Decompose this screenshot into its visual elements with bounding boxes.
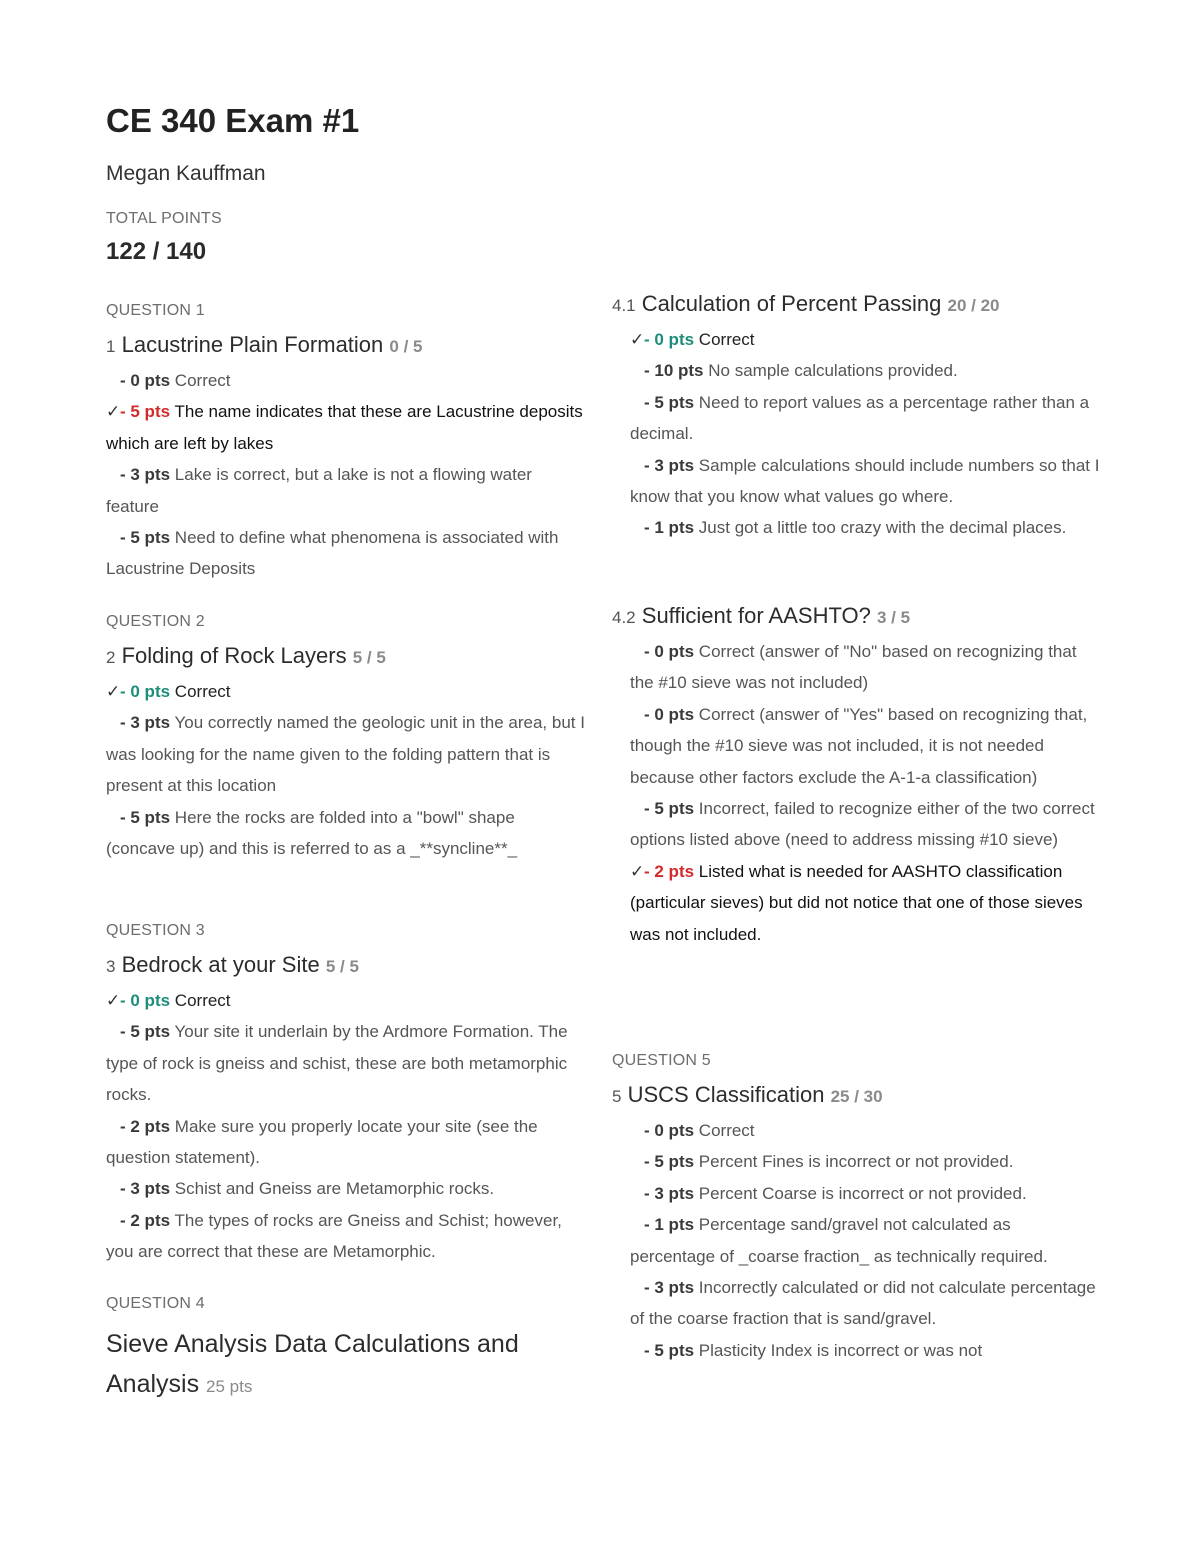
rubric-description: Correct (174, 682, 231, 701)
rubric-item (630, 512, 1100, 543)
rubric-description: Percent Fines is incorrect or not provided. (698, 1152, 1014, 1172)
rubric-description: The name indicates that these are Lacustrine deposits which are left by lakes (106, 402, 583, 453)
rubric-description: Correct (answer of "Yes" based on recognizing that, though the #10 sieve was not included, it is not needed because other factors exclude the A-1-a classification) (630, 704, 1088, 787)
question-number: 1 (106, 337, 116, 356)
question-label: QUESTION 4 (106, 1295, 205, 1312)
rubric-points: - 2 pts (644, 861, 695, 881)
question-title: Calculation of Percent Passing (641, 291, 942, 316)
question-number: 4.1 (612, 296, 636, 315)
question-number: 3 (106, 957, 116, 976)
rubric-points: - 10 pts (644, 361, 704, 381)
student-name: Megan Kauffman (106, 162, 266, 185)
rubric-item (630, 387, 1100, 450)
rubric-description: No sample calculations provided. (708, 361, 958, 381)
rubric-item (630, 355, 1100, 386)
question-title: Sieve Analysis Data Calculations and Analysis (106, 1330, 519, 1398)
rubric-points: - 3 pts (120, 1179, 171, 1199)
rubric-item (630, 793, 1100, 856)
rubric-item (106, 459, 586, 522)
rubric-points: - 3 pts (644, 1183, 695, 1203)
checkmark-icon: ✓ (630, 861, 645, 881)
rubric-description: Incorrect, failed to recognize either of the two correct options listed above (need to address missing #10 sieve) (630, 799, 1095, 850)
rubric-description: Correct (174, 371, 231, 390)
rubric-description: The types of rocks are Gneiss and Schist; however, you are correct that these are Metamorphic. (106, 1210, 562, 1262)
rubric-points: - 0 pts (644, 704, 695, 724)
checkmark-icon: ✓ (106, 991, 121, 1010)
rubric-points: - 1 pts (644, 1215, 695, 1235)
rubric-description: Need to define what phenomena is associated with Lacustrine Deposits (106, 528, 559, 579)
rubric-item (630, 1146, 1100, 1177)
rubric-points: - 5 pts (120, 1022, 171, 1042)
rubric-item (630, 1335, 1100, 1366)
question-title-row (106, 642, 586, 672)
question-title: Folding of Rock Layers (121, 643, 347, 668)
rubric-item (106, 802, 586, 865)
question-label: QUESTION 3 (106, 922, 205, 939)
rubric-item (106, 1173, 586, 1204)
rubric-description: Percentage sand/gravel not calculated as percentage of _coarse fraction_ as technically required. (630, 1215, 1048, 1266)
rubric-description: Correct (698, 1121, 755, 1140)
rubric-item (106, 1016, 586, 1110)
rubric-points: - 2 pts (120, 1116, 171, 1136)
rubric-item (630, 636, 1100, 699)
rubric-item (630, 699, 1100, 793)
checkmark-icon: ✓ (630, 330, 645, 349)
question-1 (106, 301, 586, 585)
question-title-row (106, 331, 586, 361)
rubric-description: Sample calculations should include numbers so that I know that you know what values go where. (630, 455, 1100, 507)
rubric-points: - 3 pts (644, 455, 695, 475)
rubric-item (630, 1115, 1100, 1146)
rubric-item (106, 522, 586, 585)
rubric-description: Your site it underlain by the Ardmore Formation. The type of rock is gneiss and schist, these are both metamorphic rocks. (106, 1022, 568, 1105)
checkmark-icon: ✓ (106, 402, 121, 422)
rubric-points: - 5 pts (644, 1152, 695, 1172)
question-score: 25 / 30 (830, 1087, 883, 1106)
rubric-list (612, 324, 1100, 544)
question-4 (106, 1294, 586, 1411)
rubric-item (106, 707, 586, 801)
rubric-points: - 0 pts (644, 330, 695, 349)
rubric-description: Correct (174, 991, 231, 1010)
question-score: 0 / 5 (389, 337, 423, 356)
rubric-list (612, 636, 1100, 950)
rubric-description: Plasticity Index is incorrect or was not (698, 1340, 983, 1360)
rubric-description: Percent Coarse is incorrect or not provided. (698, 1183, 1027, 1203)
rubric-item (106, 1111, 586, 1174)
rubric-item (630, 450, 1100, 513)
rubric-points: - 3 pts (120, 713, 171, 733)
question-3 (106, 921, 586, 1268)
question-title: Sufficient for AASHTO? (641, 603, 871, 628)
question-points: 25 pts (206, 1377, 253, 1396)
rubric-points: - 3 pts (120, 465, 171, 485)
exam-title: CE 340 Exam #1 (106, 102, 360, 139)
rubric-list (612, 1115, 1100, 1366)
rubric-points: - 5 pts (644, 799, 695, 819)
question-title-row (612, 1081, 1100, 1111)
rubric-description: Listed what is needed for AASHTO classification (particular sieves) but did not notice that one of those sieves was not included. (630, 861, 1083, 944)
question-title: USCS Classification (627, 1082, 825, 1107)
question-title-row (106, 951, 586, 981)
rubric-points: - 5 pts (644, 392, 695, 412)
rubric-item (630, 1209, 1100, 1272)
question-title: Bedrock at your Site (121, 952, 320, 977)
rubric-points: - 2 pts (120, 1210, 171, 1230)
rubric-points: - 0 pts (120, 991, 171, 1010)
rubric-points: - 0 pts (120, 682, 171, 701)
rubric-points: - 5 pts (120, 528, 171, 548)
question-title-row (612, 602, 1100, 632)
question-label: QUESTION 5 (612, 1052, 711, 1069)
rubric-item (106, 396, 586, 459)
rubric-item (630, 1272, 1100, 1335)
rubric-description: Just got a little too crazy with the decimal places. (698, 518, 1067, 538)
rubric-description: You correctly named the geologic unit in the area, but I was looking for the name given to the folding pattern that is present at this location (106, 713, 585, 796)
rubric-description: Make sure you properly locate your site (see the question statement). (106, 1116, 538, 1168)
rubric-description: Need to report values as a percentage rather than a decimal. (630, 392, 1090, 444)
rubric-description: Lake is correct, but a lake is not a flowing water feature (106, 465, 532, 516)
rubric-points: - 1 pts (644, 518, 695, 538)
total-points-label: TOTAL POINTS (106, 210, 222, 227)
rubric-item (106, 676, 586, 707)
rubric-item (630, 1178, 1100, 1209)
checkmark-icon: ✓ (106, 682, 121, 701)
question-4-1 (612, 290, 1100, 544)
question-score: 5 / 5 (352, 648, 386, 667)
question-title-row (612, 290, 1100, 320)
rubric-description: Correct (698, 330, 755, 349)
question-title-row (106, 1324, 586, 1407)
question-number: 2 (106, 648, 116, 667)
question-label: QUESTION 2 (106, 613, 205, 630)
question-score: 20 / 20 (947, 296, 1000, 315)
question-5 (612, 1051, 1100, 1366)
question-score: 5 / 5 (325, 957, 359, 976)
rubric-description: Here the rocks are folded into a "bowl" shape (concave up) and this is referred to as a _**syncline**_ (106, 807, 518, 859)
rubric-description: Incorrectly calculated or did not calculate percentage of the coarse fraction that is sand/gravel. (630, 1278, 1096, 1329)
question-4-2 (612, 602, 1100, 950)
rubric-item (106, 1205, 586, 1268)
total-points-value: 122 / 140 (106, 238, 207, 265)
rubric-item (106, 365, 586, 396)
rubric-description: Correct (answer of "No" based on recognizing that the #10 sieve was not included) (630, 642, 1077, 693)
question-2 (106, 612, 586, 864)
rubric-list (106, 676, 586, 864)
rubric-points: - 5 pts (120, 402, 171, 422)
question-label: QUESTION 1 (106, 302, 205, 319)
rubric-item (630, 324, 1100, 355)
rubric-points: - 0 pts (120, 371, 171, 390)
rubric-description: Schist and Gneiss are Metamorphic rocks. (174, 1179, 495, 1199)
rubric-points: - 0 pts (644, 642, 695, 661)
rubric-points: - 5 pts (120, 807, 171, 827)
question-number: 4.2 (612, 608, 636, 627)
rubric-points: - 5 pts (644, 1340, 695, 1360)
question-title: Lacustrine Plain Formation (121, 332, 384, 357)
question-number: 5 (612, 1087, 622, 1106)
rubric-points: - 3 pts (644, 1278, 695, 1298)
rubric-list (106, 365, 586, 585)
rubric-item (106, 985, 586, 1016)
rubric-list (106, 985, 586, 1268)
question-score: 3 / 5 (876, 608, 911, 627)
rubric-item (630, 856, 1100, 950)
rubric-points: - 0 pts (644, 1121, 695, 1140)
